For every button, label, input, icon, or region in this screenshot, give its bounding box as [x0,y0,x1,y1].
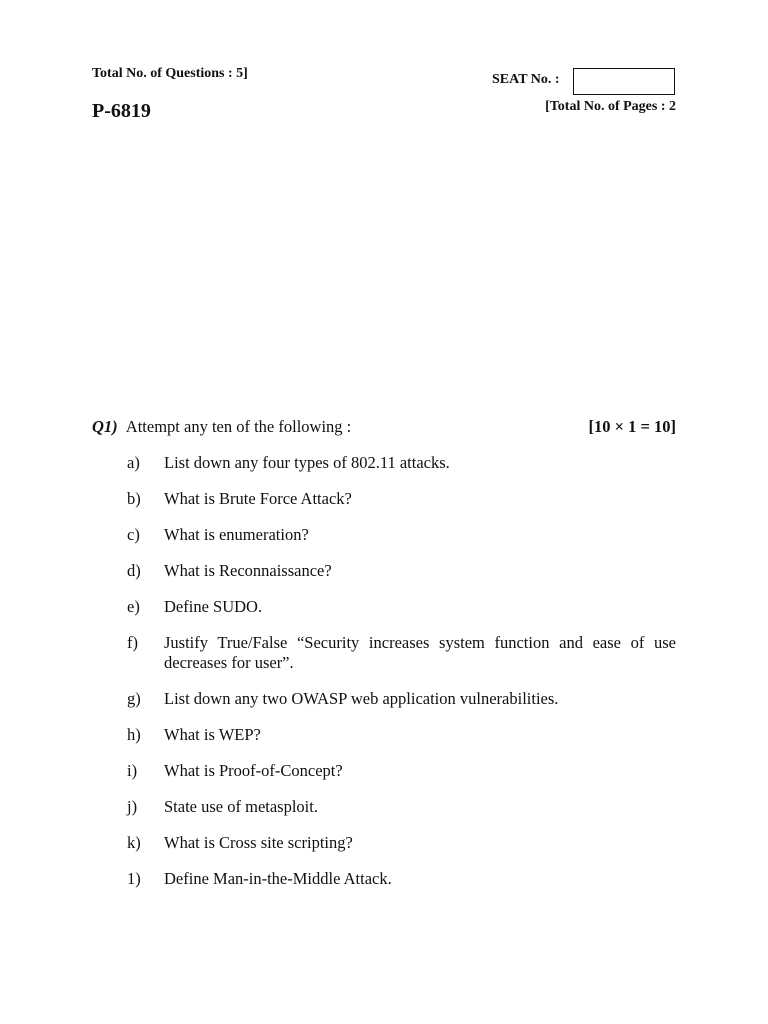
sub-question-text: Justify True/False “Security increases system function and ease of use decreases for user”. [164,633,676,672]
sub-question-letter: 1) [127,869,141,888]
sub-question-text: What is enumeration? [164,525,309,544]
sub-question [127,761,676,781]
sub-question-text: What is Brute Force Attack? [164,489,352,508]
sub-question [127,453,676,473]
sub-question-letter: h) [127,725,141,744]
sub-question-letter: f) [127,633,138,652]
sub-question [127,561,676,581]
sub-question [127,525,676,545]
sub-question-text: What is Reconnaissance? [164,561,332,580]
sub-question-list [127,453,676,905]
sub-question-text: Define SUDO. [164,597,263,616]
sub-question-letter: c) [127,525,140,544]
seat-number-box[interactable] [573,68,675,95]
sub-question-text: List down any four types of 802.11 attacks. [164,453,450,472]
sub-question [127,725,676,745]
question-instruction: Attempt any ten of the following : [125,417,352,436]
sub-question [127,633,676,673]
sub-question-text: What is Proof-of-Concept? [164,761,343,780]
sub-question-text: State use of metasploit. [164,797,318,816]
total-pages: [Total No. of Pages : 2 [545,99,676,114]
sub-question-letter: e) [127,597,140,616]
paper-code: P-6819 [92,100,151,122]
seat-label: SEAT No. : [492,72,560,87]
sub-question-letter: j) [127,797,138,816]
sub-question-letter: b) [127,489,141,508]
sub-question [127,689,676,709]
sub-question-letter: i) [127,761,138,780]
sub-question-letter: a) [127,453,140,472]
sub-question-text: List down any two OWASP web application vulnerabilities. [164,689,559,708]
sub-question [127,833,676,853]
total-questions: Total No. of Questions : 5] [92,66,248,81]
sub-question-text: What is Cross site scripting? [164,833,353,852]
sub-question-text: Define Man-in-the-Middle Attack. [164,869,392,888]
sub-question [127,597,676,617]
sub-question [127,869,676,889]
sub-question [127,489,676,509]
sub-question-text: What is WEP? [164,725,261,744]
question-number: Q1) [92,417,118,436]
question-marks: [10 × 1 = 10] [588,417,676,436]
question-header [92,417,676,437]
sub-question-letter: k) [127,833,141,852]
sub-question-letter: d) [127,561,141,580]
sub-question [127,797,676,817]
sub-question-letter: g) [127,689,141,708]
